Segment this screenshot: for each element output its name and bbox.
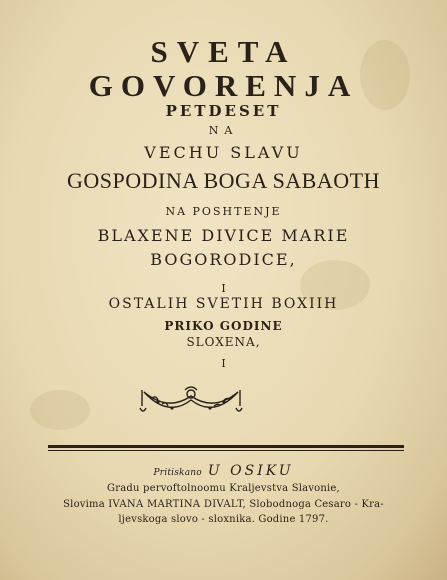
subtitle-blaxene: BLAXENE DIVICE MARIE	[97, 226, 350, 245]
imprint-line-4: ljevskoga slovo - sloxnika. Godine 1797.	[118, 514, 329, 525]
paper-stain	[30, 390, 90, 430]
divider-rule-thin	[48, 450, 404, 451]
subtitle-petdeset: PETDESET	[165, 102, 282, 120]
subtitle-gospodina: GOSPODINA BOGA SABAOTH	[67, 168, 380, 193]
subtitle-na: NA	[208, 124, 239, 137]
imprint-slobodnoga: Slobodnoga Cesaro - Kra-	[249, 499, 384, 510]
subtitle-na-poshtenje: NA POSHTENJE	[165, 205, 282, 218]
subtitle-ostalih: OSTALIH SVETIH BOXIIH	[108, 296, 339, 312]
garland-ornament-icon	[138, 384, 244, 420]
imprint-line-3	[0, 500, 447, 510]
imprint-place: U OSIKU	[207, 463, 294, 479]
imprint-printer-name: IVANA MARTINA DIVALT,	[108, 499, 246, 510]
subtitle-priko-godine: PRIKO GODINE	[164, 319, 283, 333]
imprint-line-2: Gradu pervoftolnoomu Kraljevstva Slavonie,	[107, 483, 340, 494]
conjunction-i: I	[221, 282, 226, 295]
title-line-2: GOVORENJA	[88, 68, 359, 103]
imprint-pritiskano: Pritiskano	[153, 468, 202, 478]
imprint-line-1	[0, 464, 447, 478]
divider-rule-thick	[48, 445, 404, 448]
title-line-1: SVETA	[150, 34, 297, 69]
volume-number: I	[221, 357, 226, 370]
imprint-slovima: Slovima	[63, 499, 105, 510]
subtitle-slozena: SLOXENA,	[186, 335, 261, 349]
subtitle-bogorodice: BOGORODICE,	[150, 250, 297, 269]
subtitle-vechu-slavu: VECHU SLAVU	[144, 143, 303, 162]
